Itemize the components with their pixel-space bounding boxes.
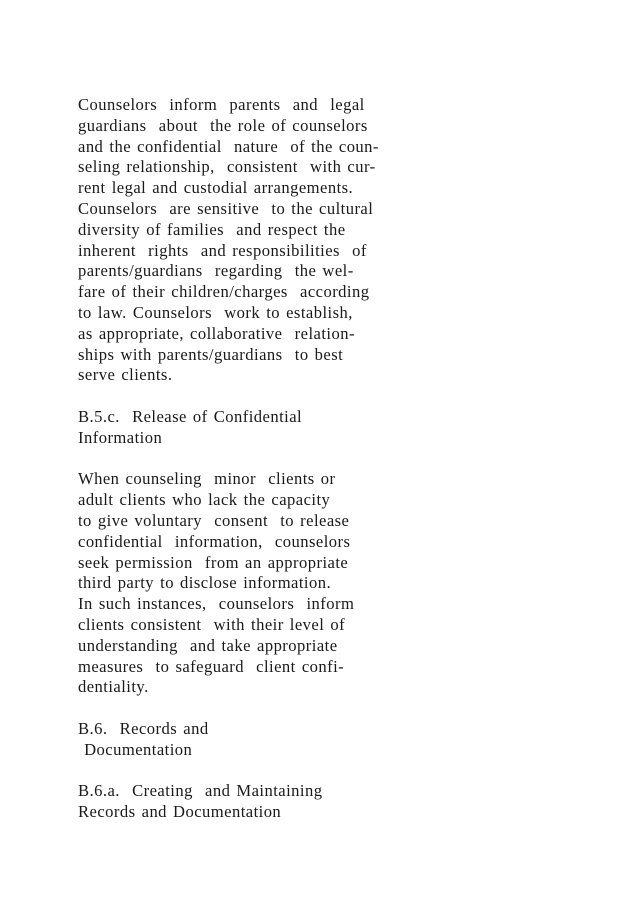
text-line: to give voluntary consent to release bbox=[78, 510, 350, 530]
paragraph-gap bbox=[78, 761, 558, 782]
section-heading-b6 bbox=[78, 719, 558, 761]
paragraph-release-confidential bbox=[78, 469, 558, 698]
paragraph-gap bbox=[78, 449, 558, 470]
text-line: serve clients. bbox=[78, 365, 173, 385]
paragraph-parents-guardians bbox=[78, 95, 558, 386]
section-heading-b6a bbox=[78, 781, 558, 823]
text-line: Counselors are sensitive to the cultural bbox=[78, 198, 374, 218]
text-line: B.5.c. Release of Confidential bbox=[78, 406, 303, 426]
text-line: dentiality. bbox=[78, 677, 149, 697]
text-line: adult clients who lack the capacity bbox=[78, 490, 331, 510]
text-line: diversity of families and respect the bbox=[78, 219, 346, 239]
text-line: Counselors inform parents and legal bbox=[78, 95, 365, 114]
text-line: B.6.a. Creating and Maintaining bbox=[78, 781, 323, 801]
text-line: Records and Documentation bbox=[78, 802, 282, 822]
text-line: fare of their children/charges according bbox=[78, 282, 370, 302]
text-line: ships with parents/guardians to best bbox=[78, 344, 344, 364]
text-line: understanding and take appropriate bbox=[78, 635, 338, 655]
text-line: as appropriate, collaborative relation- bbox=[78, 323, 355, 343]
section-heading-b5c bbox=[78, 407, 558, 449]
paragraph-gap bbox=[78, 698, 558, 719]
text-line: parents/guardians regarding the wel- bbox=[78, 261, 354, 281]
text-line: Documentation bbox=[78, 739, 193, 759]
text-line: clients consistent with their level of bbox=[78, 614, 346, 634]
text-line: seek permission from an appropriate bbox=[78, 552, 349, 572]
text-line: confidential information, counselors bbox=[78, 531, 351, 551]
text-line: seling relationship, consistent with cur- bbox=[78, 157, 376, 177]
text-line: When counseling minor clients or bbox=[78, 469, 336, 489]
text-line: rent legal and custodial arrangements. bbox=[78, 178, 354, 198]
text-line: third party to disclose information. bbox=[78, 573, 332, 593]
text-line: B.6. Records and bbox=[78, 718, 209, 738]
text-line: inherent rights and responsibilities of bbox=[78, 240, 367, 260]
paragraph-gap bbox=[78, 386, 558, 407]
text-line: guardians about the role of counselors bbox=[78, 115, 368, 135]
text-line: In such instances, counselors inform bbox=[78, 594, 355, 614]
text-line: to law. Counselors work to establish, bbox=[78, 302, 353, 322]
text-line: and the confidential nature of the coun- bbox=[78, 136, 379, 156]
text-line: measures to safeguard client confi- bbox=[78, 656, 345, 676]
text-line: Information bbox=[78, 427, 163, 447]
document-body bbox=[78, 95, 558, 823]
